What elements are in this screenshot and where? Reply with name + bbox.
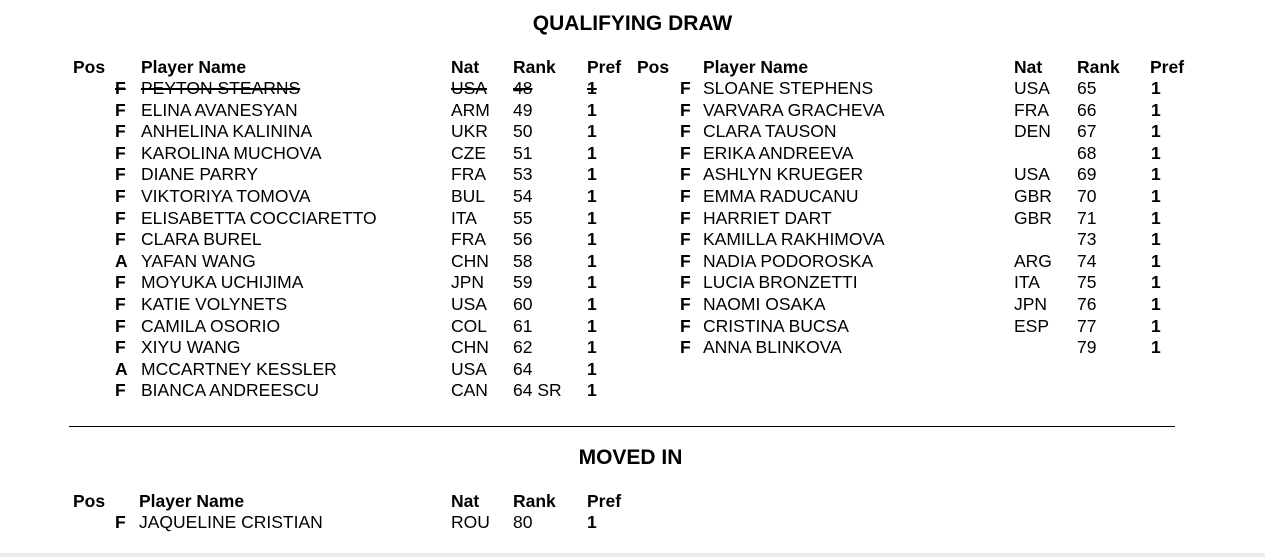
player-name: KAROLINA MUCHOVA — [141, 142, 322, 163]
player-name: DIANE PARRY — [141, 164, 259, 185]
player-name: ANHELINA KALININA — [141, 121, 313, 142]
player-nat: ROU — [451, 512, 490, 532]
player-nat: USA — [451, 294, 487, 314]
player-rank: 65 — [1077, 78, 1097, 98]
player-entry-type: F — [680, 78, 691, 98]
player-name: ANNA BLINKOVA — [703, 337, 842, 358]
player-rank: 56 — [513, 229, 533, 250]
player-rank: 64 — [513, 358, 533, 379]
player-pref: 1 — [587, 512, 597, 532]
player-name: YAFAN WANG — [141, 250, 256, 271]
qualifying-draw-title: QUALIFYING DRAW — [532, 12, 733, 35]
player-pref: 1 — [1151, 229, 1161, 250]
header-nat: Nat — [451, 57, 480, 77]
player-name: MCCARTNEY KESSLER — [141, 358, 337, 379]
player-pref: 1 — [1151, 186, 1161, 206]
header-player-name: Player Name — [703, 57, 809, 77]
player-name: EMMA RADUCANU — [703, 186, 859, 206]
player-name: NAOMI OSAKA — [703, 294, 826, 314]
player-name: SLOANE STEPHENS — [703, 78, 874, 98]
player-nat: FRA — [1014, 99, 1049, 120]
player-entry-type: F — [115, 78, 126, 98]
player-name: ELISABETTA COCCIARETTO — [141, 207, 377, 228]
player-rank: 75 — [1077, 272, 1097, 293]
player-name: VIKTORIYA TOMOVA — [141, 186, 311, 206]
player-name: MOYUKA UCHIJIMA — [141, 272, 304, 293]
player-rank: 76 — [1077, 294, 1097, 314]
player-pref: 1 — [587, 121, 597, 142]
player-entry-type: F — [115, 315, 126, 336]
player-rank: 61 — [513, 315, 533, 336]
player-nat: JPN — [1014, 294, 1048, 314]
player-rank: 50 — [513, 121, 533, 142]
player-entry-type: A — [115, 358, 128, 379]
player-nat: ITA — [1014, 272, 1040, 293]
player-entry-type: F — [680, 99, 691, 120]
header-pos: Pos — [73, 57, 106, 77]
player-nat: ESP — [1014, 315, 1050, 336]
player-name: CAMILA OSORIO — [141, 315, 281, 336]
player-pref: 1 — [1151, 337, 1161, 358]
player-pref: 1 — [1151, 250, 1161, 271]
player-entry-type: A — [115, 250, 128, 271]
player-entry-type: F — [115, 207, 126, 228]
player-nat: CHN — [451, 250, 489, 271]
player-pref: 1 — [587, 78, 597, 98]
player-nat: ARM — [451, 99, 490, 120]
header-pref: Pref — [587, 57, 622, 77]
player-rank: 77 — [1077, 315, 1097, 336]
player-entry-type: F — [115, 99, 126, 120]
player-entry-type: F — [680, 186, 691, 206]
player-rank: 64 SR — [513, 380, 562, 401]
player-rank: 80 — [513, 512, 533, 532]
player-name: KAMILLA RAKHIMOVA — [703, 229, 885, 250]
player-entry-type: F — [115, 337, 126, 358]
player-entry-type: F — [115, 512, 126, 532]
player-name: ERIKA ANDREEVA — [703, 142, 854, 163]
player-name: KATIE VOLYNETS — [141, 294, 288, 314]
player-pref: 1 — [1151, 99, 1161, 120]
player-name: CLARA BUREL — [141, 229, 262, 250]
player-rank: 69 — [1077, 164, 1097, 185]
player-nat: CAN — [451, 380, 488, 401]
player-pref: 1 — [1151, 164, 1161, 185]
player-pref: 1 — [587, 337, 597, 358]
player-pref: 1 — [1151, 121, 1161, 142]
player-rank: 67 — [1077, 121, 1097, 142]
player-nat: JPN — [451, 272, 485, 293]
player-rank: 54 — [513, 186, 533, 206]
header-player-name: Player Name — [139, 491, 245, 511]
player-nat: DEN — [1014, 121, 1051, 142]
player-nat: GBR — [1014, 186, 1052, 206]
player-rank: 49 — [513, 99, 533, 120]
player-pref: 1 — [587, 186, 597, 206]
player-rank: 48 — [513, 78, 533, 98]
player-rank: 68 — [1077, 142, 1097, 163]
player-rank: 51 — [513, 142, 533, 163]
player-rank: 71 — [1077, 207, 1097, 228]
player-entry-type: F — [115, 164, 126, 185]
player-name: NADIA PODOROSKA — [703, 250, 874, 271]
player-rank: 73 — [1077, 229, 1097, 250]
player-nat: BUL — [451, 186, 486, 206]
player-pref: 1 — [587, 294, 597, 314]
player-name: ELINA AVANESYAN — [141, 99, 298, 120]
header-pos: Pos — [637, 57, 670, 77]
player-pref: 1 — [1151, 142, 1161, 163]
player-entry-type: F — [680, 250, 691, 271]
player-name: BIANCA ANDREESCU — [141, 380, 319, 401]
player-pref: 1 — [587, 358, 597, 379]
player-entry-type: F — [680, 207, 691, 228]
header-pref: Pref — [587, 491, 622, 511]
player-pref: 1 — [587, 164, 597, 185]
player-entry-type: F — [680, 337, 691, 358]
player-entry-type: F — [680, 229, 691, 250]
player-nat: ARG — [1014, 250, 1052, 271]
player-nat: FRA — [451, 229, 486, 250]
player-entry-type: F — [680, 294, 691, 314]
player-entry-type: F — [115, 186, 126, 206]
player-name: LUCIA BRONZETTI — [703, 272, 858, 293]
player-name: CRISTINA BUCSA — [703, 315, 849, 336]
player-rank: 70 — [1077, 186, 1097, 206]
player-nat: USA — [1014, 78, 1050, 98]
player-entry-type: F — [680, 164, 691, 185]
header-rank: Rank — [513, 491, 556, 511]
player-name: XIYU WANG — [141, 337, 241, 358]
player-entry-type: F — [680, 142, 691, 163]
player-pref: 1 — [587, 272, 597, 293]
player-pref: 1 — [587, 99, 597, 120]
player-nat: COL — [451, 315, 487, 336]
player-pref: 1 — [1151, 78, 1161, 98]
player-rank: 58 — [513, 250, 533, 271]
player-pref: 1 — [587, 315, 597, 336]
player-nat: GBR — [1014, 207, 1052, 228]
header-nat: Nat — [451, 491, 480, 511]
player-pref: 1 — [587, 229, 597, 250]
player-nat: CHN — [451, 337, 489, 358]
player-entry-type: F — [115, 294, 126, 314]
player-name: PEYTON STEARNS — [141, 78, 301, 98]
player-pref: 1 — [1151, 315, 1161, 336]
player-rank: 59 — [513, 272, 533, 293]
player-rank: 79 — [1077, 337, 1097, 358]
player-name: HARRIET DART — [703, 207, 832, 228]
player-name: CLARA TAUSON — [703, 121, 837, 142]
player-rank: 60 — [513, 294, 533, 314]
player-rank: 62 — [513, 337, 533, 358]
moved-in-title: MOVED IN — [578, 446, 683, 469]
player-entry-type: F — [115, 142, 126, 163]
header-nat: Nat — [1014, 57, 1043, 77]
header-pos: Pos — [73, 491, 106, 511]
header-pref: Pref — [1150, 57, 1185, 77]
header-rank: Rank — [513, 57, 556, 77]
player-pref: 1 — [587, 142, 597, 163]
player-rank: 66 — [1077, 99, 1097, 120]
player-nat: UKR — [451, 121, 488, 142]
player-rank: 55 — [513, 207, 533, 228]
player-pref: 1 — [1151, 272, 1161, 293]
player-nat: USA — [451, 78, 487, 98]
player-rank: 74 — [1077, 250, 1097, 271]
player-entry-type: F — [680, 121, 691, 142]
player-entry-type: F — [115, 121, 126, 142]
player-nat: CZE — [451, 142, 486, 163]
player-nat: USA — [1014, 164, 1050, 185]
player-pref: 1 — [1151, 294, 1161, 314]
player-pref: 1 — [587, 250, 597, 271]
player-pref: 1 — [1151, 207, 1161, 228]
player-nat: FRA — [451, 164, 486, 185]
player-entry-type: F — [115, 380, 126, 401]
player-name: VARVARA GRACHEVA — [703, 99, 885, 120]
player-nat: USA — [451, 358, 487, 379]
header-player-name: Player Name — [141, 57, 247, 77]
player-name: JAQUELINE CRISTIAN — [139, 512, 323, 532]
header-rank: Rank — [1077, 57, 1120, 77]
player-entry-type: F — [115, 272, 126, 293]
player-rank: 53 — [513, 164, 533, 185]
player-entry-type: F — [115, 229, 126, 250]
player-name: ASHLYN KRUEGER — [703, 164, 864, 185]
player-entry-type: F — [680, 315, 691, 336]
player-entry-type: F — [680, 272, 691, 293]
player-pref: 1 — [587, 380, 597, 401]
player-pref: 1 — [587, 207, 597, 228]
player-nat: ITA — [451, 207, 477, 228]
